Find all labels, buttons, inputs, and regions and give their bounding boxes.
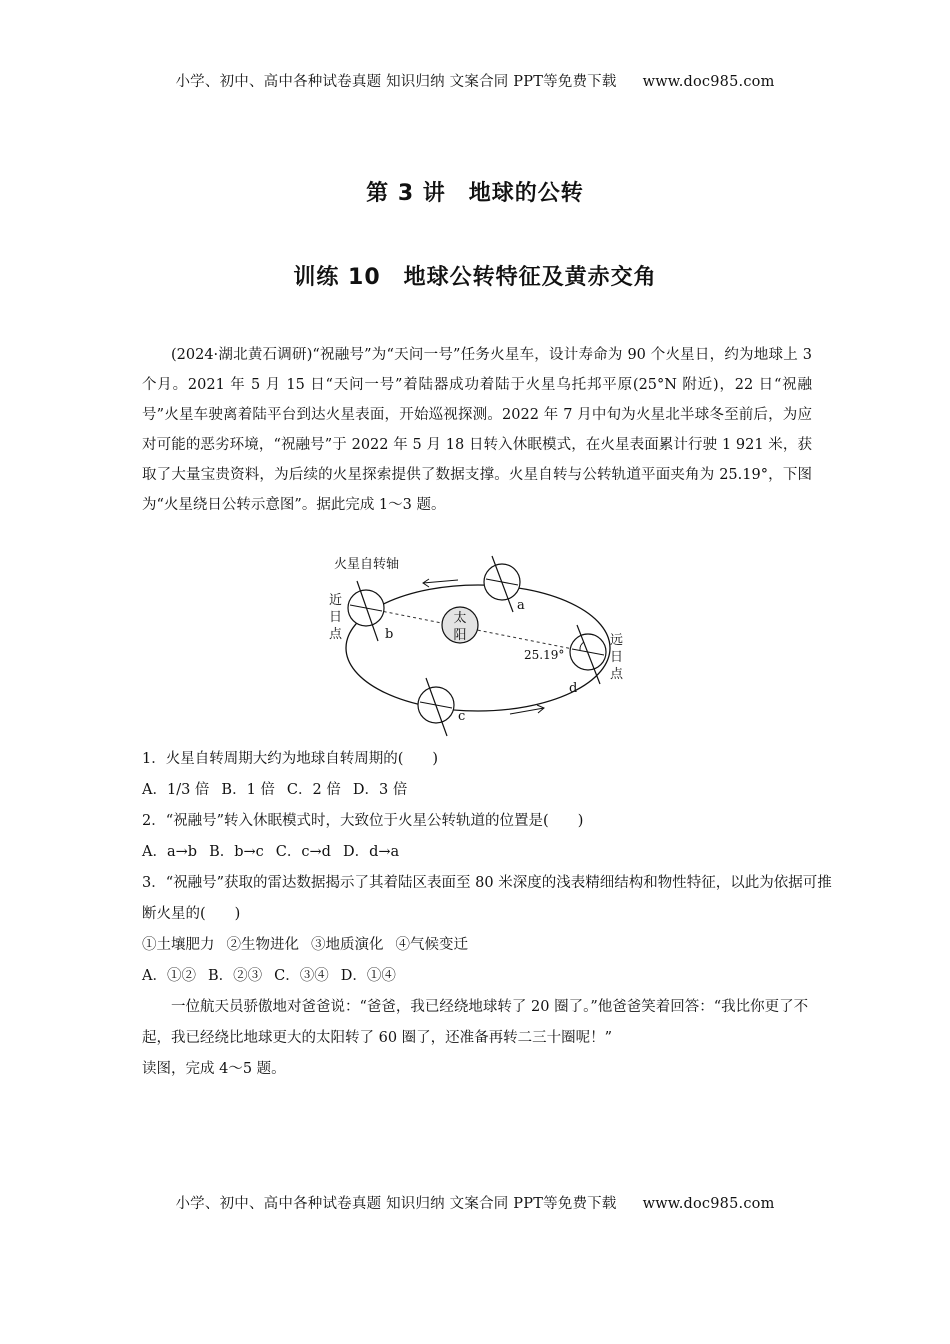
sun-label-2: 阳 — [453, 628, 467, 643]
q3-item-4: ④气候变迁 — [395, 937, 468, 953]
question-1-stem: 1．火星自转周期大约为地球自转周期的( ) — [142, 751, 439, 767]
q1-option-a[interactable]: A．1/3 倍 — [142, 782, 210, 798]
lecture-title: 第 3 讲 地球的公转 — [366, 181, 584, 206]
mars-aphelion — [570, 625, 606, 684]
point-a: a — [517, 598, 525, 613]
training-title: 训练 10 地球公转特征及黄赤交角 — [293, 265, 657, 290]
page-footer — [0, 1192, 950, 1213]
header-text: 小学、初中、高中各种试卷真题 知识归纳 文案合同 PPT等免费下载 — [175, 74, 617, 90]
q3-option-b[interactable]: B．②③ — [207, 968, 263, 984]
q2-option-a[interactable]: A．a→b — [142, 844, 198, 860]
q3-option-c[interactable]: C．③④ — [274, 968, 329, 984]
perihelion-label-3: 点 — [329, 627, 343, 642]
header-site[interactable]: www.doc985.com — [642, 74, 775, 90]
q1-option-d[interactable]: D．3 倍 — [352, 782, 408, 798]
question-1-options — [142, 775, 832, 806]
q3-item-2: ②生物进化 — [226, 937, 299, 953]
point-b: b — [385, 627, 394, 642]
perihelion-label-1: 近 — [329, 593, 343, 608]
second-passage: 一位航天员骄傲地对爸爸说：“爸爸，我已经绕地球转了 20 圈了。”他爸爸笑着回答：“我比你更了不起，我已经绕比地球更大的太阳转了 60 圈了，还准备再转二三十圈呢！” — [142, 999, 809, 1046]
aphelion-label-1: 远 — [610, 633, 624, 648]
q1-option-b[interactable]: B．1 倍 — [221, 782, 275, 798]
q3-option-a[interactable]: A．①② — [142, 968, 196, 984]
questions — [142, 744, 832, 1085]
question-3-items — [142, 930, 832, 961]
q2-option-d[interactable]: D．d→a — [342, 844, 400, 860]
mars-position-a — [484, 556, 520, 612]
footer-site[interactable]: www.doc985.com — [642, 1196, 775, 1212]
q3-item-1: ①土壤肥力 — [142, 937, 215, 953]
question-3-stem: 3．“祝融号”获取的雷达数据揭示了其着陆区表面至 80 米深度的浅表精细结构和物性特征，以此为依据可推断火星的( ) — [142, 875, 832, 922]
perihelion-label-2: 日 — [329, 610, 343, 625]
q3-option-d[interactable]: D．①④ — [340, 968, 396, 984]
footer-text: 小学、初中、高中各种试卷真题 知识归纳 文案合同 PPT等免费下载 — [175, 1196, 617, 1212]
intro-passage: (2024·湖北黄石调研)“祝融号”为“天问一号”任务火星车，设计寿命为 90 个火星日，约为地球上 3 个月。2021 年 5 月 15 日“天问一号”着陆器成功着陆于火星乌托邦平原(25°N 附近)，22 日“祝融号”火星车驶离着陆平台到达火星表面，开始巡视探测。2022 年 7 月中旬为火星北半球冬至前后，为应对可能的恶劣环境，“祝融号”于 2022 年 5 月 18 日转入休眠模式，在火星表面累计行驶 1 921 米，获取了大量宝贵资料，为后续的火星探索提供了数据支撑。火星自转与公转轨道平面夹角为 25.19°，下图为“火星绕日公转示意图”。据此完成 1～3 题。 — [142, 347, 812, 513]
second-passage-tail: 读图，完成 4～5 题。 — [142, 1061, 286, 1077]
q1-option-c[interactable]: C．2 倍 — [286, 782, 341, 798]
angle-label: 25.19° — [524, 648, 565, 662]
page-header — [0, 70, 950, 91]
point-d: d — [569, 681, 578, 696]
sun-label-1: 太 — [453, 611, 467, 626]
mars-orbit-diagram — [318, 548, 638, 738]
question-2-options — [142, 837, 832, 868]
question-3-options — [142, 961, 832, 992]
aphelion-label-3: 点 — [610, 667, 624, 682]
q2-option-b[interactable]: B．b→c — [209, 844, 264, 860]
point-c: c — [458, 709, 466, 724]
axis-label: 火星自转轴 — [334, 557, 400, 572]
mars-position-c — [418, 678, 454, 736]
question-2-stem: 2．“祝融号”转入休眠模式时，大致位于火星公转轨道的位置是( ) — [142, 813, 584, 829]
q3-item-3: ③地质演化 — [311, 937, 384, 953]
mars-perihelion — [348, 581, 384, 641]
q2-option-c[interactable]: C．c→d — [275, 844, 331, 860]
aphelion-label-2: 日 — [610, 650, 624, 665]
